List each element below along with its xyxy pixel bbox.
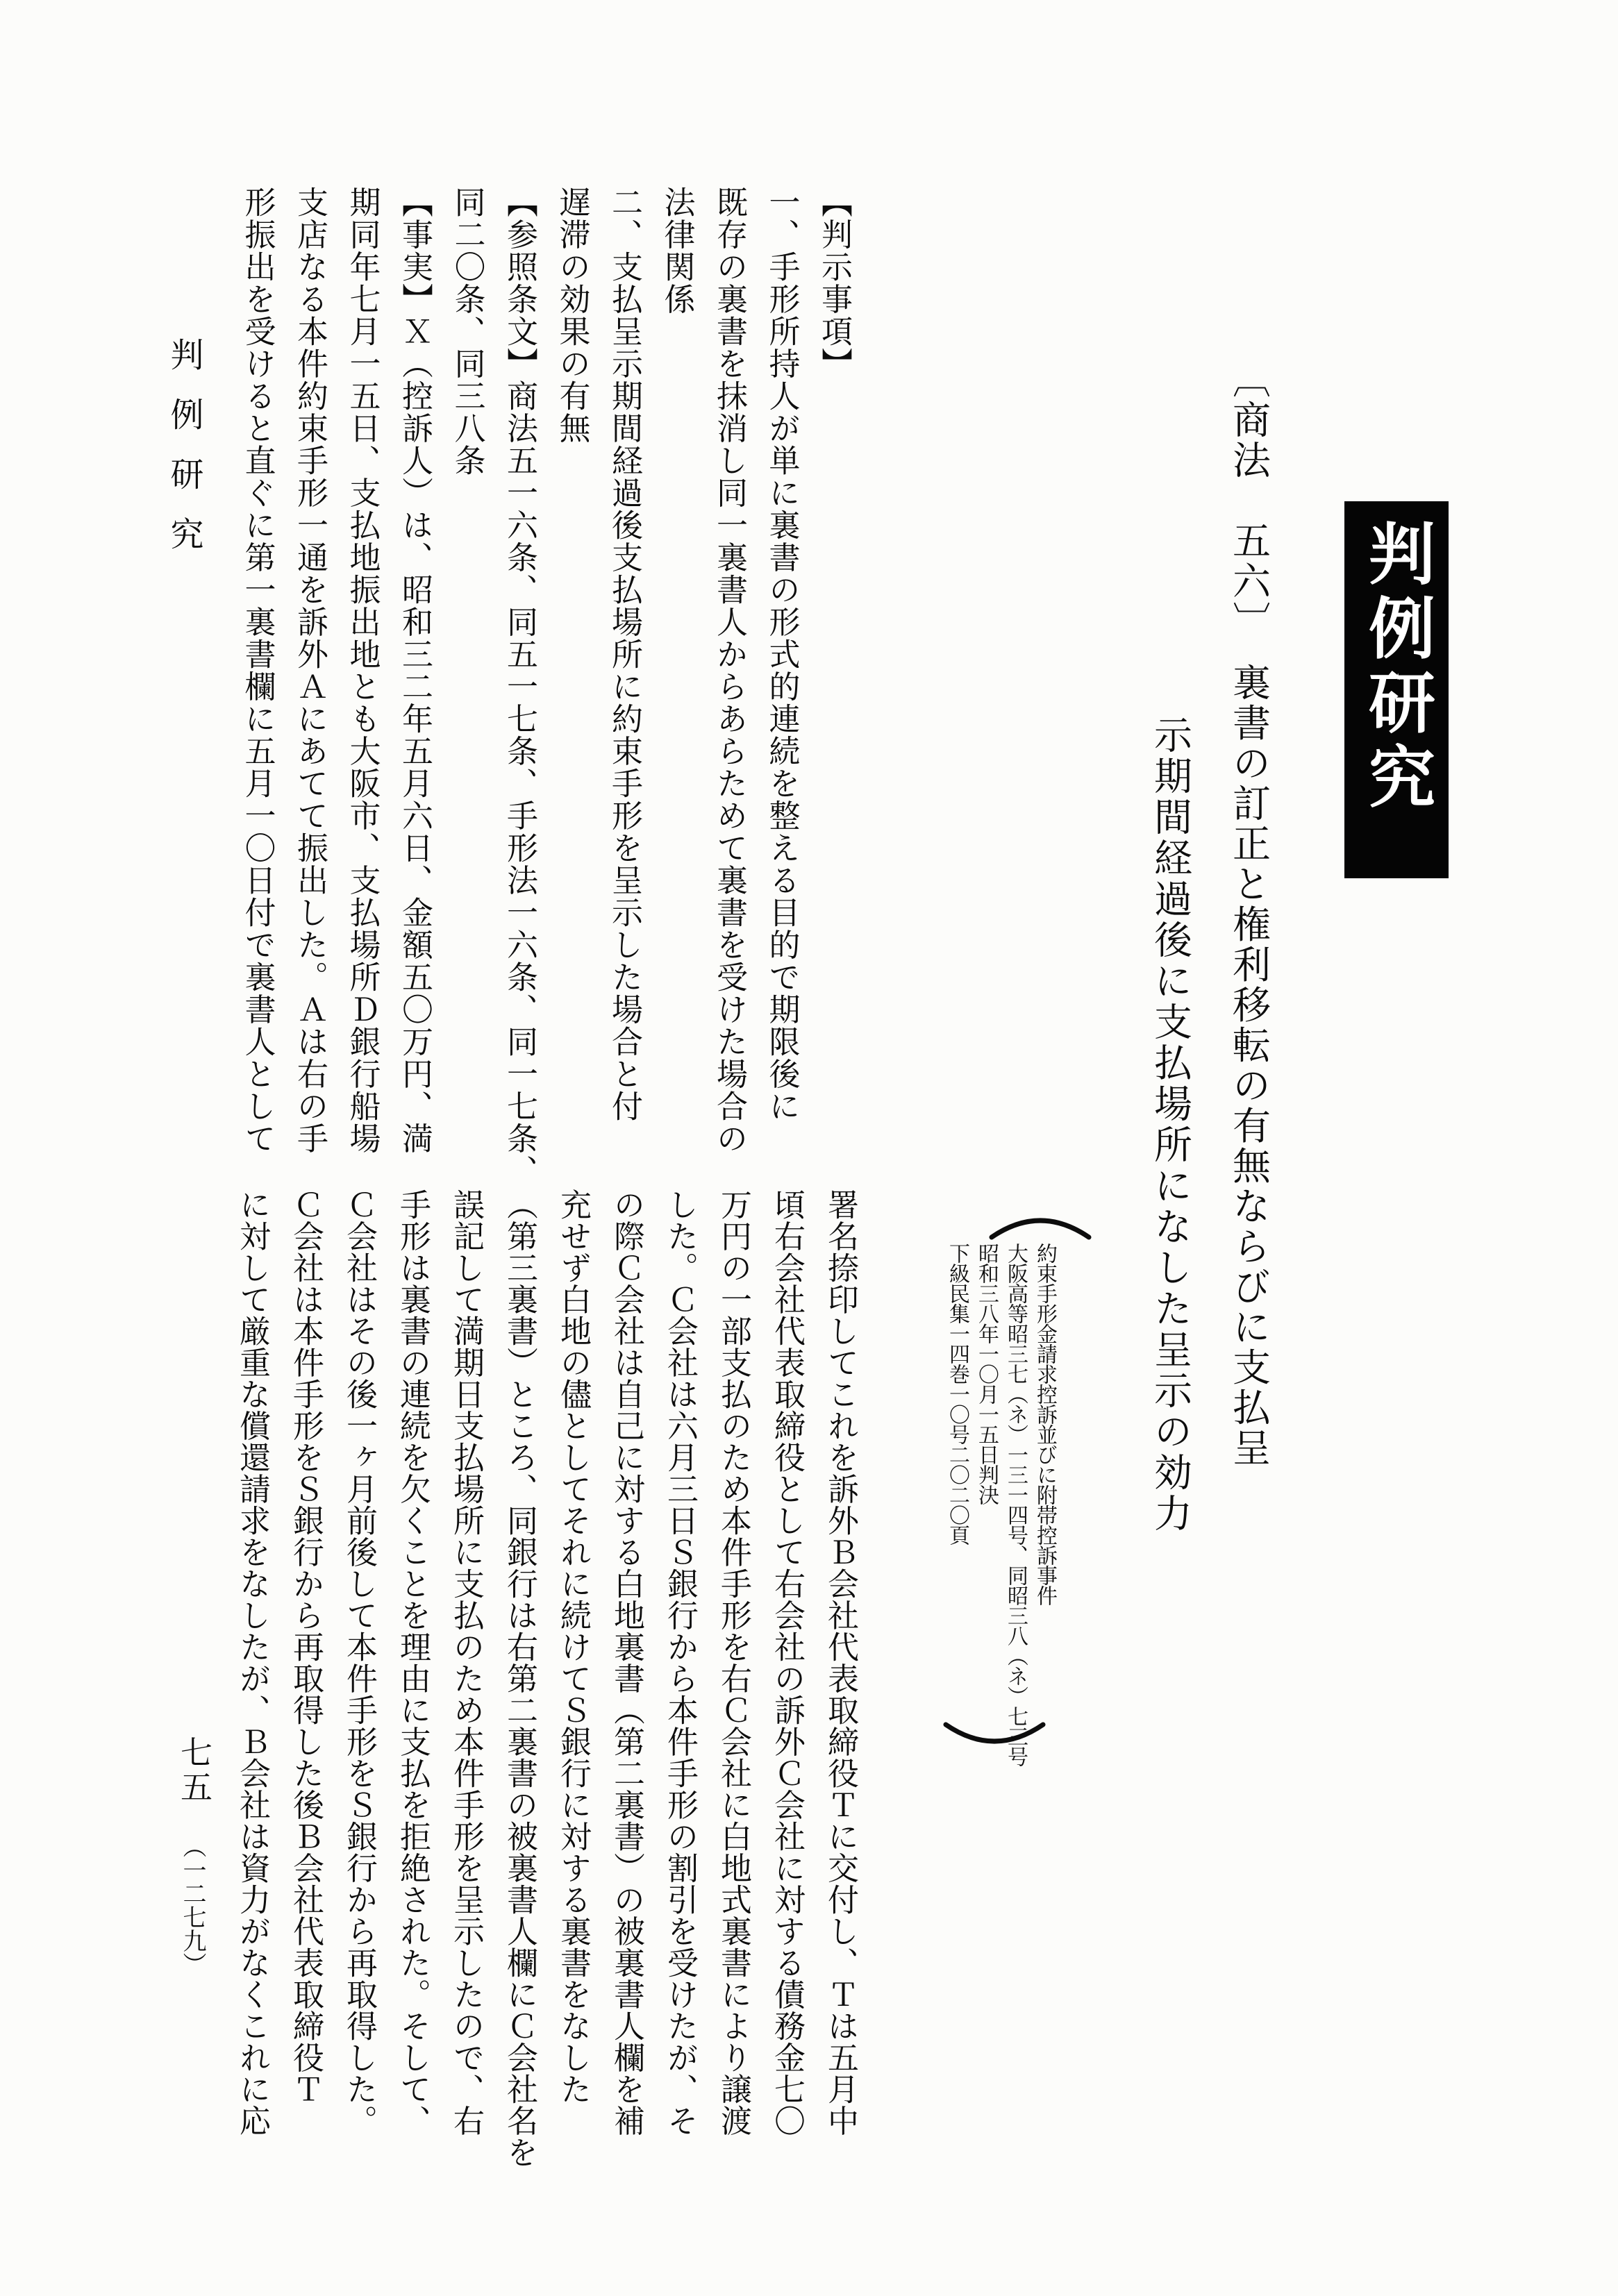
running-head: 判例研究 xyxy=(165,337,202,576)
body-column: 【参照条文】商法五一六条、同五一七条、手形法一六条、同一七条、 xyxy=(502,186,537,1187)
body-column: 万円の一部支払のため本件手形を右Ｃ会社に白地式裏書により譲渡 xyxy=(716,1189,751,2136)
body-column: した。Ｃ会社は六月三日Ｓ銀行から本件手形の割引を受けたが、そ xyxy=(662,1189,697,2136)
body-column: 手形は裏書の連続を欠くことを理由に支払を拒絶された。そして、 xyxy=(395,1189,430,2136)
folio-page-number: 七五 xyxy=(176,1736,212,1805)
body-column: 形振出を受けると直ぐに第一裏書欄に五月一〇日付で裏書人として xyxy=(240,186,275,1155)
body-column: Ｃ会社は本件手形をＳ銀行から再取得した後Ｂ会社代表取締役Ｔ xyxy=(288,1189,323,2105)
masthead-title: 判例研究 xyxy=(1359,519,1434,816)
body-column: 【事実】Ｘ（控訴人）は、昭和三二年五月六日、金額五〇万円、満 xyxy=(397,186,432,1155)
citation-line: 大阪高等昭三七（ネ）一三一四号、同昭三八（ネ）七三号 xyxy=(1004,1243,1027,1766)
body-column: 法律関係 xyxy=(659,186,694,315)
body-column: 期同年七月一五日、支払地振出地とも大阪市、支払場所Ｄ銀行船場 xyxy=(344,186,380,1155)
body-column: 署名捺印してこれを訴外Ｂ会社代表取締役Ｔに交付し、Ｔは五月中 xyxy=(823,1189,858,2136)
body-column: 二、支払呈示期間経過後支払場所に約束手形を呈示した場合と付 xyxy=(607,186,642,1123)
case-headline-line-1: 〔商法 五六〕 裏書の訂正と権利移転の有無ならびに支払呈 xyxy=(1227,360,1269,1468)
body-column: 充せず白地の儘としてそれに続けてＳ銀行に対する裏書をなした xyxy=(556,1189,590,2105)
citation-line: 約束手形金請求控訴並びに附帯控訴事件 xyxy=(1033,1243,1056,1605)
folio-sequence-number: （一二七九） xyxy=(179,1834,205,1976)
body-column: に対して厳重な償還請求をなしたが、Ｂ会社は資力がなくこれに応 xyxy=(235,1189,269,2136)
body-column: 遅滞の効果の有無 xyxy=(554,186,590,444)
citation-line: 昭和三八年一〇月一五日判決 xyxy=(975,1243,998,1505)
body-column: Ｃ会社はその後一ヶ月前後して本件手形をＳ銀行から再取得した。 xyxy=(342,1189,376,2136)
citation-close-paren xyxy=(939,1722,1050,1754)
body-column: 頃右会社代表取締役として右会社の訴外Ｃ会社に対する債務金七〇 xyxy=(769,1189,804,2136)
case-headline-line-2: 示期間経過後に支払場所になした呈示の効力 xyxy=(1149,715,1191,1534)
body-column: の際Ｃ会社は自己に対する白地裏書（第二裏書）の被裏書人欄を補 xyxy=(609,1189,644,2136)
body-column: 一、手形所持人が単に裏書の形式的連続を整える目的で期限後に xyxy=(764,186,799,1123)
body-column: 【判示事項】 xyxy=(817,186,851,380)
body-column: 支店なる本件約束手形一通を訴外Ａにあてて振出した。Ａは右の手 xyxy=(292,186,327,1155)
citation-line: 下級民集一四巻一〇号二〇二〇頁 xyxy=(946,1243,969,1545)
body-column: 同二〇条、同三八条 xyxy=(449,186,485,477)
body-upper-tier xyxy=(231,186,860,1187)
masthead-title-box xyxy=(1344,501,1449,878)
body-column: （第三裏書）ところ、同銀行は右第二裏書の被裏書人欄にＣ会社名を xyxy=(502,1189,537,2168)
body-lower-tier xyxy=(225,1189,867,2168)
citation-block xyxy=(942,1243,1059,1766)
body-column: 誤記して満期日支払場所に支払のため本件手形を呈示したので、右 xyxy=(449,1189,483,2136)
citation-open-paren xyxy=(985,1208,1096,1240)
body-column: 既存の裏書を抹消し同一裏書人からあらためて裏書を受けた場合の xyxy=(712,186,747,1155)
